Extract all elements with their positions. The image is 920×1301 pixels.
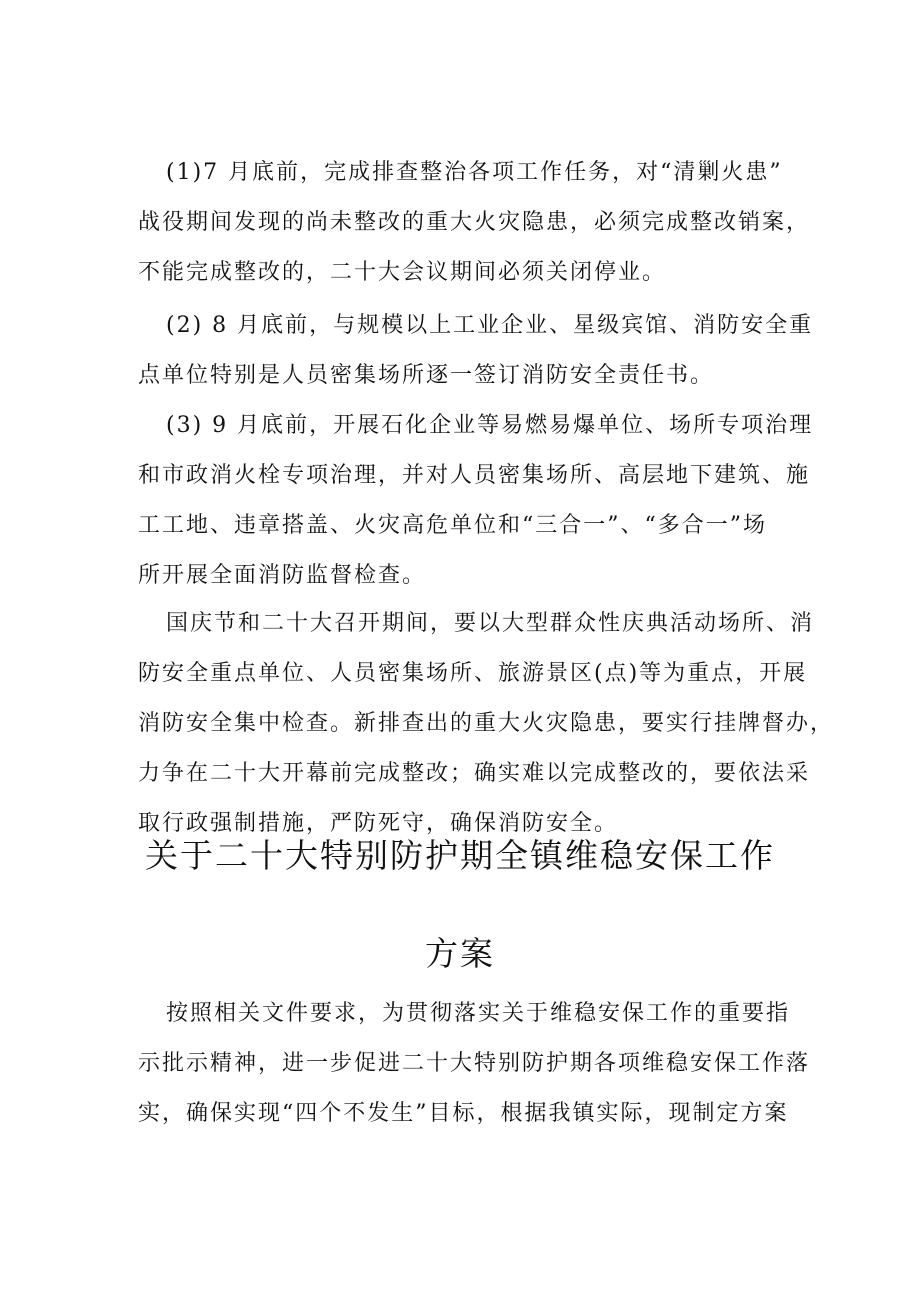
text-line: 实，确保实现“四个不发生”目标，根据我镇实际，现制定方案	[138, 1101, 789, 1126]
section-title-line-1: 关于二十大特别防护期全镇维稳安保工作	[145, 836, 775, 875]
text-line: 国庆节和二十大召开期间，要以大型群众性庆典活动场所、消	[166, 611, 815, 636]
text-line: 按照相关文件要求，为贯彻落实关于维稳安保工作的重要指	[166, 1001, 791, 1026]
text-line: (1)7 月底前，完成排查整治各项工作任务，对“清剿火患”	[166, 160, 783, 185]
item-2-paragraph	[138, 301, 814, 401]
holiday-paragraph	[138, 599, 835, 849]
text-line: 工工地、违章搭盖、火灾高危单位和“三合一”、“多合一”场	[138, 513, 767, 538]
text-line: (2) 8 月底前，与规模以上工业企业、星级宾馆、消防安全重	[166, 313, 814, 338]
text-line: 和市政消火栓专项治理，并对人员密集场所、高层地下建筑、施	[138, 463, 811, 488]
text-line: 力争在二十大开幕前完成整改；确实难以完成整改的，要依法采	[138, 761, 811, 786]
item-1-paragraph	[138, 148, 811, 298]
text-line: 取行政强制措施，严防死守，确保消防安全。	[138, 811, 619, 836]
text-line: 消防安全集中检查。新排查出的重大火灾隐患，要实行挂牌督办，	[138, 711, 835, 736]
text-line: (3) 9 月底前，开展石化企业等易燃易爆单位、场所专项治理	[166, 413, 814, 438]
text-line: 不能完成整改的，二十大会议期间必须关闭停业。	[138, 260, 667, 285]
text-line: 点单位特别是人员密集场所逐一签订消防安全责任书。	[138, 363, 715, 388]
text-line: 战役期间发现的尚未整改的重大火灾隐患，必须完成整改销案，	[138, 210, 811, 235]
text-line: 防安全重点单位、人员密集场所、旅游景区(点)等为重点，开展	[138, 661, 808, 686]
item-3-paragraph	[138, 401, 814, 601]
text-line: 所开展全面消防监督检查。	[138, 563, 427, 588]
section-title-line-2: 方案	[425, 934, 495, 973]
intro-paragraph	[138, 989, 811, 1139]
text-line: 示批示精神，进一步促进二十大特别防护期各项维稳安保工作落	[138, 1051, 811, 1076]
